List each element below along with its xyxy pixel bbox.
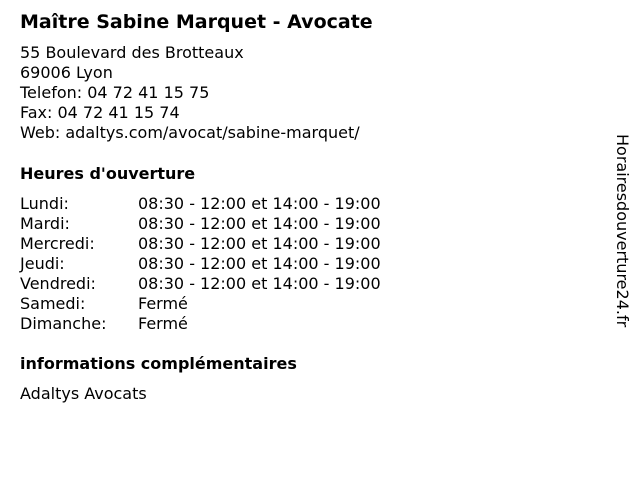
time-value: Fermé	[138, 294, 188, 313]
hours-row-wednesday	[20, 234, 381, 254]
day-label: Samedi:	[20, 294, 86, 313]
extra-info-text: Adaltys Avocats	[20, 384, 147, 403]
hours-table	[20, 194, 381, 334]
time-value: Fermé	[138, 314, 188, 333]
website: Web: adaltys.com/avocat/sabine-marquet/	[20, 123, 360, 142]
time-value: 08:30 - 12:00 et 14:00 - 19:00	[138, 234, 381, 253]
time-value: 08:30 - 12:00 et 14:00 - 19:00	[138, 214, 381, 233]
hours-row-tuesday	[20, 214, 381, 234]
address-city: 69006 Lyon	[20, 63, 113, 82]
time-value: 08:30 - 12:00 et 14:00 - 19:00	[138, 254, 381, 273]
hours-row-monday	[20, 194, 381, 214]
day-label: Mardi:	[20, 214, 70, 233]
day-label: Lundi:	[20, 194, 69, 213]
address-street: 55 Boulevard des Brotteaux	[20, 43, 244, 62]
page-title: Maître Sabine Marquet - Avocate	[20, 11, 373, 33]
hours-heading: Heures d'ouverture	[20, 164, 196, 183]
fax-number: Fax: 04 72 41 15 74	[20, 103, 180, 122]
day-label: Mercredi:	[20, 234, 95, 253]
contact-block	[20, 43, 360, 143]
watermark	[612, 134, 634, 374]
hours-row-sunday	[20, 314, 381, 334]
time-value: 08:30 - 12:00 et 14:00 - 19:00	[138, 194, 381, 213]
watermark-text: Horairesdouverture24.fr	[613, 134, 632, 328]
time-value: 08:30 - 12:00 et 14:00 - 19:00	[138, 274, 381, 293]
hours-row-thursday	[20, 254, 381, 274]
day-label: Vendredi:	[20, 274, 96, 293]
day-label: Jeudi:	[20, 254, 65, 273]
phone-number: Telefon: 04 72 41 15 75	[20, 83, 210, 102]
extra-info-heading: informations complémentaires	[20, 354, 297, 373]
day-label: Dimanche:	[20, 314, 107, 333]
hours-row-friday	[20, 274, 381, 294]
hours-row-saturday	[20, 294, 381, 314]
